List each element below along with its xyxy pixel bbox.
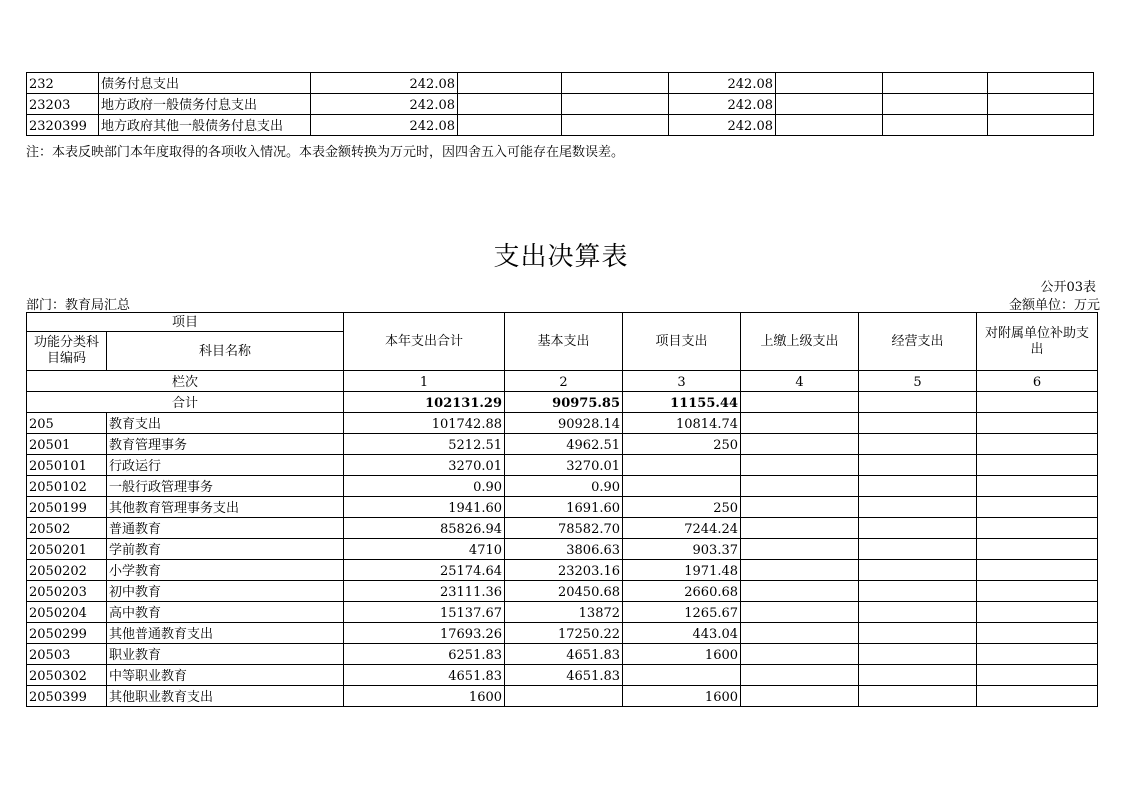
row-value bbox=[776, 94, 883, 115]
row-basic: 3806.63 bbox=[505, 539, 623, 560]
col-num: 2 bbox=[505, 371, 623, 392]
row-value: 242.08 bbox=[669, 115, 776, 136]
row-business bbox=[859, 539, 977, 560]
row-name: 普通教育 bbox=[107, 518, 344, 539]
row-name: 一般行政管理事务 bbox=[107, 476, 344, 497]
row-project: 1600 bbox=[623, 686, 741, 707]
row-subsidy bbox=[977, 539, 1098, 560]
row-name: 债务付息支出 bbox=[99, 73, 311, 94]
amount-unit-label: 金额单位：万元 bbox=[1008, 298, 1100, 313]
row-project: 250 bbox=[623, 434, 741, 455]
row-basic: 90928.14 bbox=[505, 413, 623, 434]
row-name: 其他普通教育支出 bbox=[107, 623, 344, 644]
row-upper bbox=[741, 686, 859, 707]
table-row bbox=[27, 455, 1098, 476]
row-value bbox=[883, 115, 988, 136]
row-code: 2050203 bbox=[27, 581, 107, 602]
row-project: 2660.68 bbox=[623, 581, 741, 602]
row-total: 17693.26 bbox=[344, 623, 505, 644]
row-value bbox=[562, 94, 669, 115]
row-business bbox=[859, 602, 977, 623]
row-business bbox=[859, 581, 977, 602]
row-subsidy bbox=[977, 665, 1098, 686]
row-name: 小学教育 bbox=[107, 560, 344, 581]
row-name: 其他职业教育支出 bbox=[107, 686, 344, 707]
row-business bbox=[859, 686, 977, 707]
row-business bbox=[859, 476, 977, 497]
row-upper bbox=[741, 413, 859, 434]
row-upper bbox=[741, 644, 859, 665]
row-subsidy bbox=[977, 560, 1098, 581]
row-total: 4651.83 bbox=[344, 665, 505, 686]
header-project: 项目支出 bbox=[623, 313, 741, 371]
table-row bbox=[27, 560, 1098, 581]
col-num: 3 bbox=[623, 371, 741, 392]
row-name: 中等职业教育 bbox=[107, 665, 344, 686]
row-total: 5212.51 bbox=[344, 434, 505, 455]
row-basic bbox=[505, 686, 623, 707]
row-project bbox=[623, 476, 741, 497]
row-value bbox=[458, 115, 562, 136]
row-total: 15137.67 bbox=[344, 602, 505, 623]
row-business bbox=[859, 434, 977, 455]
header-code: 功能分类科目编码 bbox=[27, 332, 107, 371]
row-subsidy bbox=[977, 686, 1098, 707]
row-upper bbox=[741, 560, 859, 581]
row-upper bbox=[741, 623, 859, 644]
department-label: 部门：教育局汇总 bbox=[26, 298, 131, 313]
row-code: 205 bbox=[27, 413, 107, 434]
row-project: 10814.74 bbox=[623, 413, 741, 434]
table-row bbox=[27, 497, 1098, 518]
row-name: 教育支出 bbox=[107, 413, 344, 434]
row-total: 6251.83 bbox=[344, 644, 505, 665]
table-row bbox=[27, 73, 1094, 94]
row-business bbox=[859, 560, 977, 581]
row-basic: 78582.70 bbox=[505, 518, 623, 539]
row-total: 1941.60 bbox=[344, 497, 505, 518]
row-value bbox=[988, 94, 1094, 115]
row-project: 1265.67 bbox=[623, 602, 741, 623]
row-basic: 4651.83 bbox=[505, 665, 623, 686]
row-upper bbox=[741, 539, 859, 560]
row-code: 23203 bbox=[27, 94, 99, 115]
table-note: 注：本表反映部门本年度取得的各项收入情况。本表金额转换为万元时，因四舍五入可能存在尾数误差。 bbox=[26, 145, 625, 160]
row-business bbox=[859, 497, 977, 518]
sum-basic: 90975.85 bbox=[505, 392, 623, 413]
row-basic: 4651.83 bbox=[505, 644, 623, 665]
row-project: 903.37 bbox=[623, 539, 741, 560]
row-value: 242.08 bbox=[311, 115, 458, 136]
header-total: 本年支出合计 bbox=[344, 313, 505, 371]
table-row bbox=[27, 581, 1098, 602]
row-value bbox=[776, 115, 883, 136]
row-business bbox=[859, 518, 977, 539]
table-row bbox=[27, 115, 1094, 136]
row-project bbox=[623, 455, 741, 476]
row-subsidy bbox=[977, 455, 1098, 476]
row-code: 2050302 bbox=[27, 665, 107, 686]
form-number: 公开03表 bbox=[1040, 280, 1096, 295]
sum-upper bbox=[741, 392, 859, 413]
sum-label: 合计 bbox=[27, 392, 344, 413]
row-total: 3270.01 bbox=[344, 455, 505, 476]
row-business bbox=[859, 413, 977, 434]
row-value: 242.08 bbox=[311, 94, 458, 115]
table-row bbox=[27, 686, 1098, 707]
row-basic: 23203.16 bbox=[505, 560, 623, 581]
table-row bbox=[27, 476, 1098, 497]
income-table-continuation bbox=[26, 72, 1094, 136]
row-subsidy bbox=[977, 602, 1098, 623]
header-basic: 基本支出 bbox=[505, 313, 623, 371]
row-upper bbox=[741, 434, 859, 455]
header-name: 科目名称 bbox=[107, 332, 344, 371]
row-code: 2050102 bbox=[27, 476, 107, 497]
row-name: 行政运行 bbox=[107, 455, 344, 476]
table-row bbox=[27, 518, 1098, 539]
table-row bbox=[27, 623, 1098, 644]
row-code: 232 bbox=[27, 73, 99, 94]
row-code: 2050201 bbox=[27, 539, 107, 560]
page-title: 支出决算表 bbox=[493, 242, 629, 272]
row-value: 242.08 bbox=[311, 73, 458, 94]
row-business bbox=[859, 644, 977, 665]
row-value bbox=[883, 73, 988, 94]
row-total: 101742.88 bbox=[344, 413, 505, 434]
row-upper bbox=[741, 455, 859, 476]
row-value bbox=[776, 73, 883, 94]
row-project: 7244.24 bbox=[623, 518, 741, 539]
sum-subsidy bbox=[977, 392, 1098, 413]
row-code: 20503 bbox=[27, 644, 107, 665]
row-value bbox=[458, 94, 562, 115]
row-name: 高中教育 bbox=[107, 602, 344, 623]
row-project bbox=[623, 665, 741, 686]
row-name: 其他教育管理事务支出 bbox=[107, 497, 344, 518]
row-name: 学前教育 bbox=[107, 539, 344, 560]
row-business bbox=[859, 455, 977, 476]
row-code: 2320399 bbox=[27, 115, 99, 136]
row-value: 242.08 bbox=[669, 94, 776, 115]
row-value bbox=[458, 73, 562, 94]
row-basic: 4962.51 bbox=[505, 434, 623, 455]
row-subsidy bbox=[977, 581, 1098, 602]
row-total: 23111.36 bbox=[344, 581, 505, 602]
sum-project: 11155.44 bbox=[623, 392, 741, 413]
header-item: 项目 bbox=[27, 313, 344, 332]
header-business: 经营支出 bbox=[859, 313, 977, 371]
table-row bbox=[27, 602, 1098, 623]
row-total: 85826.94 bbox=[344, 518, 505, 539]
row-value bbox=[562, 115, 669, 136]
row-value bbox=[988, 73, 1094, 94]
row-upper bbox=[741, 665, 859, 686]
row-total: 25174.64 bbox=[344, 560, 505, 581]
row-upper bbox=[741, 518, 859, 539]
table-row bbox=[27, 94, 1094, 115]
row-name: 职业教育 bbox=[107, 644, 344, 665]
row-basic: 3270.01 bbox=[505, 455, 623, 476]
sum-row bbox=[27, 392, 1098, 413]
row-business bbox=[859, 623, 977, 644]
row-value bbox=[988, 115, 1094, 136]
row-subsidy bbox=[977, 476, 1098, 497]
row-code: 20502 bbox=[27, 518, 107, 539]
row-code: 2050399 bbox=[27, 686, 107, 707]
row-name: 初中教育 bbox=[107, 581, 344, 602]
row-code: 2050101 bbox=[27, 455, 107, 476]
row-subsidy bbox=[977, 623, 1098, 644]
row-upper bbox=[741, 476, 859, 497]
col-num: 5 bbox=[859, 371, 977, 392]
row-subsidy bbox=[977, 434, 1098, 455]
row-upper bbox=[741, 602, 859, 623]
table-row bbox=[27, 644, 1098, 665]
row-total: 0.90 bbox=[344, 476, 505, 497]
table-row bbox=[27, 665, 1098, 686]
sum-business bbox=[859, 392, 977, 413]
col-num: 4 bbox=[741, 371, 859, 392]
row-name: 地方政府一般债务付息支出 bbox=[99, 94, 311, 115]
row-total: 4710 bbox=[344, 539, 505, 560]
row-business bbox=[859, 665, 977, 686]
row-code: 2050202 bbox=[27, 560, 107, 581]
table-row bbox=[27, 413, 1098, 434]
row-basic: 13872 bbox=[505, 602, 623, 623]
row-total: 1600 bbox=[344, 686, 505, 707]
row-project: 1971.48 bbox=[623, 560, 741, 581]
row-basic: 20450.68 bbox=[505, 581, 623, 602]
row-value: 242.08 bbox=[669, 73, 776, 94]
row-project: 250 bbox=[623, 497, 741, 518]
col-num: 1 bbox=[344, 371, 505, 392]
expenditure-table bbox=[26, 312, 1098, 707]
sum-total: 102131.29 bbox=[344, 392, 505, 413]
row-value bbox=[562, 73, 669, 94]
row-value bbox=[883, 94, 988, 115]
column-label: 栏次 bbox=[27, 371, 344, 392]
row-project: 443.04 bbox=[623, 623, 741, 644]
row-code: 2050204 bbox=[27, 602, 107, 623]
row-code: 20501 bbox=[27, 434, 107, 455]
column-number-row bbox=[27, 371, 1098, 392]
row-code: 2050299 bbox=[27, 623, 107, 644]
table-row bbox=[27, 539, 1098, 560]
row-basic: 0.90 bbox=[505, 476, 623, 497]
row-basic: 1691.60 bbox=[505, 497, 623, 518]
row-upper bbox=[741, 497, 859, 518]
row-code: 2050199 bbox=[27, 497, 107, 518]
row-subsidy bbox=[977, 644, 1098, 665]
row-project: 1600 bbox=[623, 644, 741, 665]
col-num: 6 bbox=[977, 371, 1098, 392]
row-basic: 17250.22 bbox=[505, 623, 623, 644]
table-row bbox=[27, 434, 1098, 455]
header-subsidy: 对附属单位补助支出 bbox=[977, 313, 1098, 371]
row-subsidy bbox=[977, 518, 1098, 539]
row-name: 地方政府其他一般债务付息支出 bbox=[99, 115, 311, 136]
header-upper: 上缴上级支出 bbox=[741, 313, 859, 371]
row-subsidy bbox=[977, 497, 1098, 518]
row-upper bbox=[741, 581, 859, 602]
row-subsidy bbox=[977, 413, 1098, 434]
header-row bbox=[27, 313, 1098, 332]
row-name: 教育管理事务 bbox=[107, 434, 344, 455]
